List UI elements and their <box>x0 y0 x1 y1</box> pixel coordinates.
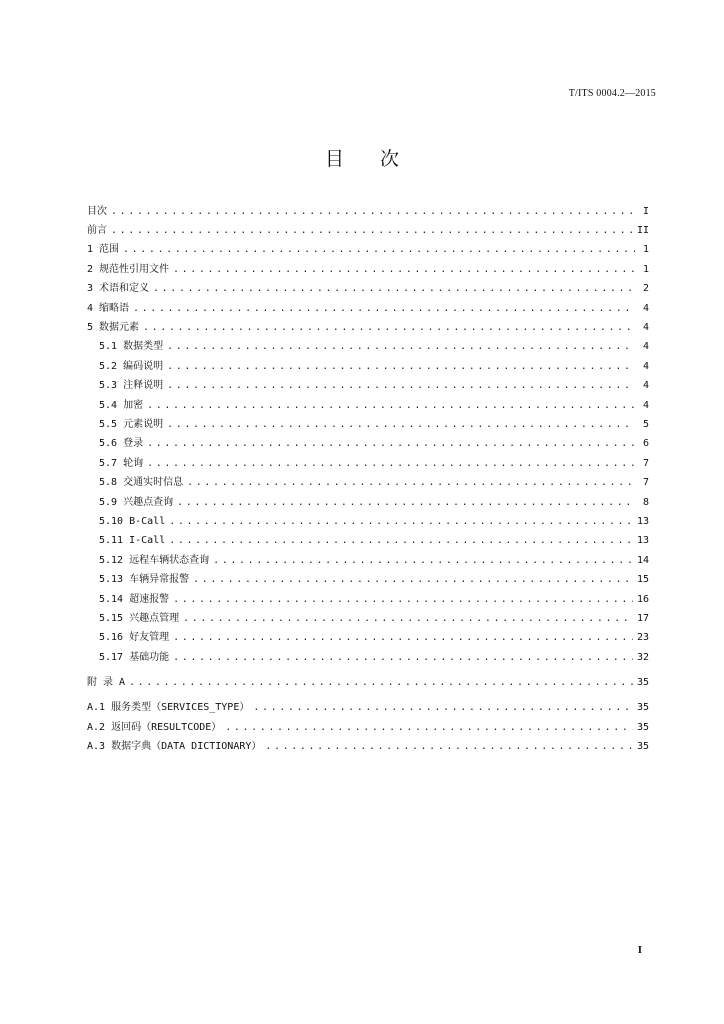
toc-entry[interactable] <box>87 718 649 737</box>
toc-entry-label: 3 术语和定义 <box>87 283 150 295</box>
toc-dot-leader <box>143 321 635 335</box>
toc-dot-leader <box>129 676 633 690</box>
toc-entry[interactable] <box>87 473 649 492</box>
toc-entry[interactable] <box>87 318 649 337</box>
table-of-contents <box>87 202 649 757</box>
toc-entry-page: 7 <box>642 477 649 489</box>
page-title <box>0 144 724 171</box>
toc-dot-leader <box>187 476 635 490</box>
toc-entry-page: 15 <box>636 574 649 586</box>
toc-dot-leader <box>183 612 633 626</box>
toc-dot-leader <box>169 534 633 548</box>
toc-dot-leader <box>147 437 635 451</box>
toc-entry-page: 32 <box>636 651 649 663</box>
toc-entry[interactable] <box>87 738 649 757</box>
toc-entry[interactable] <box>87 590 649 609</box>
toc-entry-label: A.2 返回码（RESULTCODE） <box>87 721 222 733</box>
toc-entry-page: 1 <box>642 263 649 275</box>
toc-dot-leader <box>253 701 633 715</box>
toc-entry[interactable] <box>87 532 649 551</box>
toc-dot-leader <box>111 205 635 219</box>
toc-entry-label: 2 规范性引用文件 <box>87 263 170 275</box>
toc-entry-label: 前言 <box>87 225 107 237</box>
toc-entry-page: 14 <box>636 554 649 566</box>
toc-entry-label: 5 数据元素 <box>87 322 140 334</box>
toc-entry[interactable] <box>87 299 649 318</box>
toc-entry-label: 5.4 加密 <box>99 399 144 411</box>
toc-entry-label: 5.16 好友管理 <box>99 632 170 644</box>
toc-entry-page: 23 <box>636 632 649 644</box>
toc-entry-label: 5.17 基础功能 <box>99 651 170 663</box>
page-title-part-2: 次 <box>380 148 400 170</box>
toc-entry-label: 目次 <box>87 205 107 217</box>
toc-entry-page: 35 <box>636 677 649 689</box>
toc-dot-leader <box>167 360 635 374</box>
toc-entry-label: 5.14 超速报警 <box>99 593 170 605</box>
toc-entry[interactable] <box>87 673 649 692</box>
toc-entry[interactable] <box>87 454 649 473</box>
toc-entry-label: 5.9 兴趣点查询 <box>99 496 174 508</box>
toc-entry[interactable] <box>87 202 649 221</box>
toc-dot-leader <box>173 651 633 665</box>
toc-entry-page: 17 <box>636 612 649 624</box>
toc-entry[interactable] <box>87 396 649 415</box>
toc-entry[interactable] <box>87 435 649 454</box>
toc-entry[interactable] <box>87 699 649 718</box>
toc-entry-page: 4 <box>642 360 649 372</box>
toc-entry-page: 2 <box>642 283 649 295</box>
toc-dot-leader <box>213 554 633 568</box>
toc-entry[interactable] <box>87 648 649 667</box>
toc-entry-label: 5.8 交通实时信息 <box>99 477 184 489</box>
toc-entry[interactable] <box>87 357 649 376</box>
toc-entry-page: 7 <box>642 457 649 469</box>
toc-dot-leader <box>123 243 635 257</box>
toc-entry-page: 4 <box>642 302 649 314</box>
toc-entry-page: 5 <box>642 418 649 430</box>
toc-entry[interactable] <box>87 280 649 299</box>
toc-entry-page: 1 <box>642 244 649 256</box>
toc-entry-page: 16 <box>636 593 649 605</box>
toc-entry-label: A.3 数据字典（DATA DICTIONARY） <box>87 741 262 753</box>
toc-entry-label: 5.10 B-Call <box>99 515 166 527</box>
toc-entry-page: 4 <box>642 380 649 392</box>
toc-dot-leader <box>167 418 635 432</box>
toc-dot-leader <box>133 302 635 316</box>
toc-entry-label: 5.11 I-Call <box>99 535 166 547</box>
toc-entry-label: 4 缩略语 <box>87 302 130 314</box>
toc-dot-leader <box>265 740 633 754</box>
toc-entry-label: 5.15 兴趣点管理 <box>99 612 180 624</box>
toc-entry-page: 6 <box>642 438 649 450</box>
toc-entry[interactable] <box>87 377 649 396</box>
toc-entry-page: 4 <box>642 322 649 334</box>
toc-dot-leader <box>193 573 633 587</box>
toc-entry-page: 4 <box>642 341 649 353</box>
toc-entry-page: 8 <box>642 496 649 508</box>
toc-entry-label: 5.6 登录 <box>99 438 144 450</box>
toc-entry[interactable] <box>87 512 649 531</box>
toc-entry-label: 附 录 A <box>87 677 126 689</box>
toc-entry-page: 35 <box>636 721 649 733</box>
toc-entry-page: 13 <box>636 535 649 547</box>
toc-entry-label: 5.3 注释说明 <box>99 380 164 392</box>
toc-dot-leader <box>167 379 635 393</box>
toc-entry[interactable] <box>87 241 649 260</box>
toc-entry-page: I <box>642 205 649 217</box>
toc-entry[interactable] <box>87 221 649 240</box>
toc-entry-page: II <box>636 225 649 237</box>
toc-dot-leader <box>177 496 635 510</box>
toc-entry[interactable] <box>87 551 649 570</box>
toc-entry[interactable] <box>87 493 649 512</box>
toc-entry-page: 35 <box>636 741 649 753</box>
toc-entry[interactable] <box>87 570 649 589</box>
document-code: T/ITS 0004.2—2015 <box>568 88 656 99</box>
toc-entry[interactable] <box>87 609 649 628</box>
toc-dot-leader <box>153 282 635 296</box>
toc-entry-page: 13 <box>636 515 649 527</box>
toc-entry-label: 5.1 数据类型 <box>99 341 164 353</box>
toc-dot-leader <box>147 457 635 471</box>
toc-entry-label: 5.5 元素说明 <box>99 418 164 430</box>
toc-entry-label: 5.7 轮询 <box>99 457 144 469</box>
toc-entry-label: 5.13 车辆异常报警 <box>99 574 190 586</box>
toc-dot-leader <box>225 721 633 735</box>
toc-entry-page: 35 <box>636 702 649 714</box>
page-title-part-1: 目 <box>324 148 344 170</box>
toc-entry[interactable] <box>87 629 649 648</box>
toc-dot-leader <box>111 224 633 238</box>
toc-entry-label: A.1 服务类型（SERVICES_TYPE） <box>87 702 250 714</box>
toc-dot-leader <box>169 515 633 529</box>
toc-entry-label: 5.12 远程车辆状态查询 <box>99 554 210 566</box>
toc-entry[interactable] <box>87 338 649 357</box>
toc-entry-label: 1 范围 <box>87 244 120 256</box>
toc-dot-leader <box>173 593 633 607</box>
toc-entry-label: 5.2 编码说明 <box>99 360 164 372</box>
toc-dot-leader <box>173 631 633 645</box>
toc-entry[interactable] <box>87 260 649 279</box>
toc-dot-leader <box>147 399 635 413</box>
toc-entry-page: 4 <box>642 399 649 411</box>
toc-dot-leader <box>167 340 635 354</box>
toc-dot-leader <box>173 263 635 277</box>
page-number: I <box>637 944 642 956</box>
toc-entry[interactable] <box>87 415 649 434</box>
